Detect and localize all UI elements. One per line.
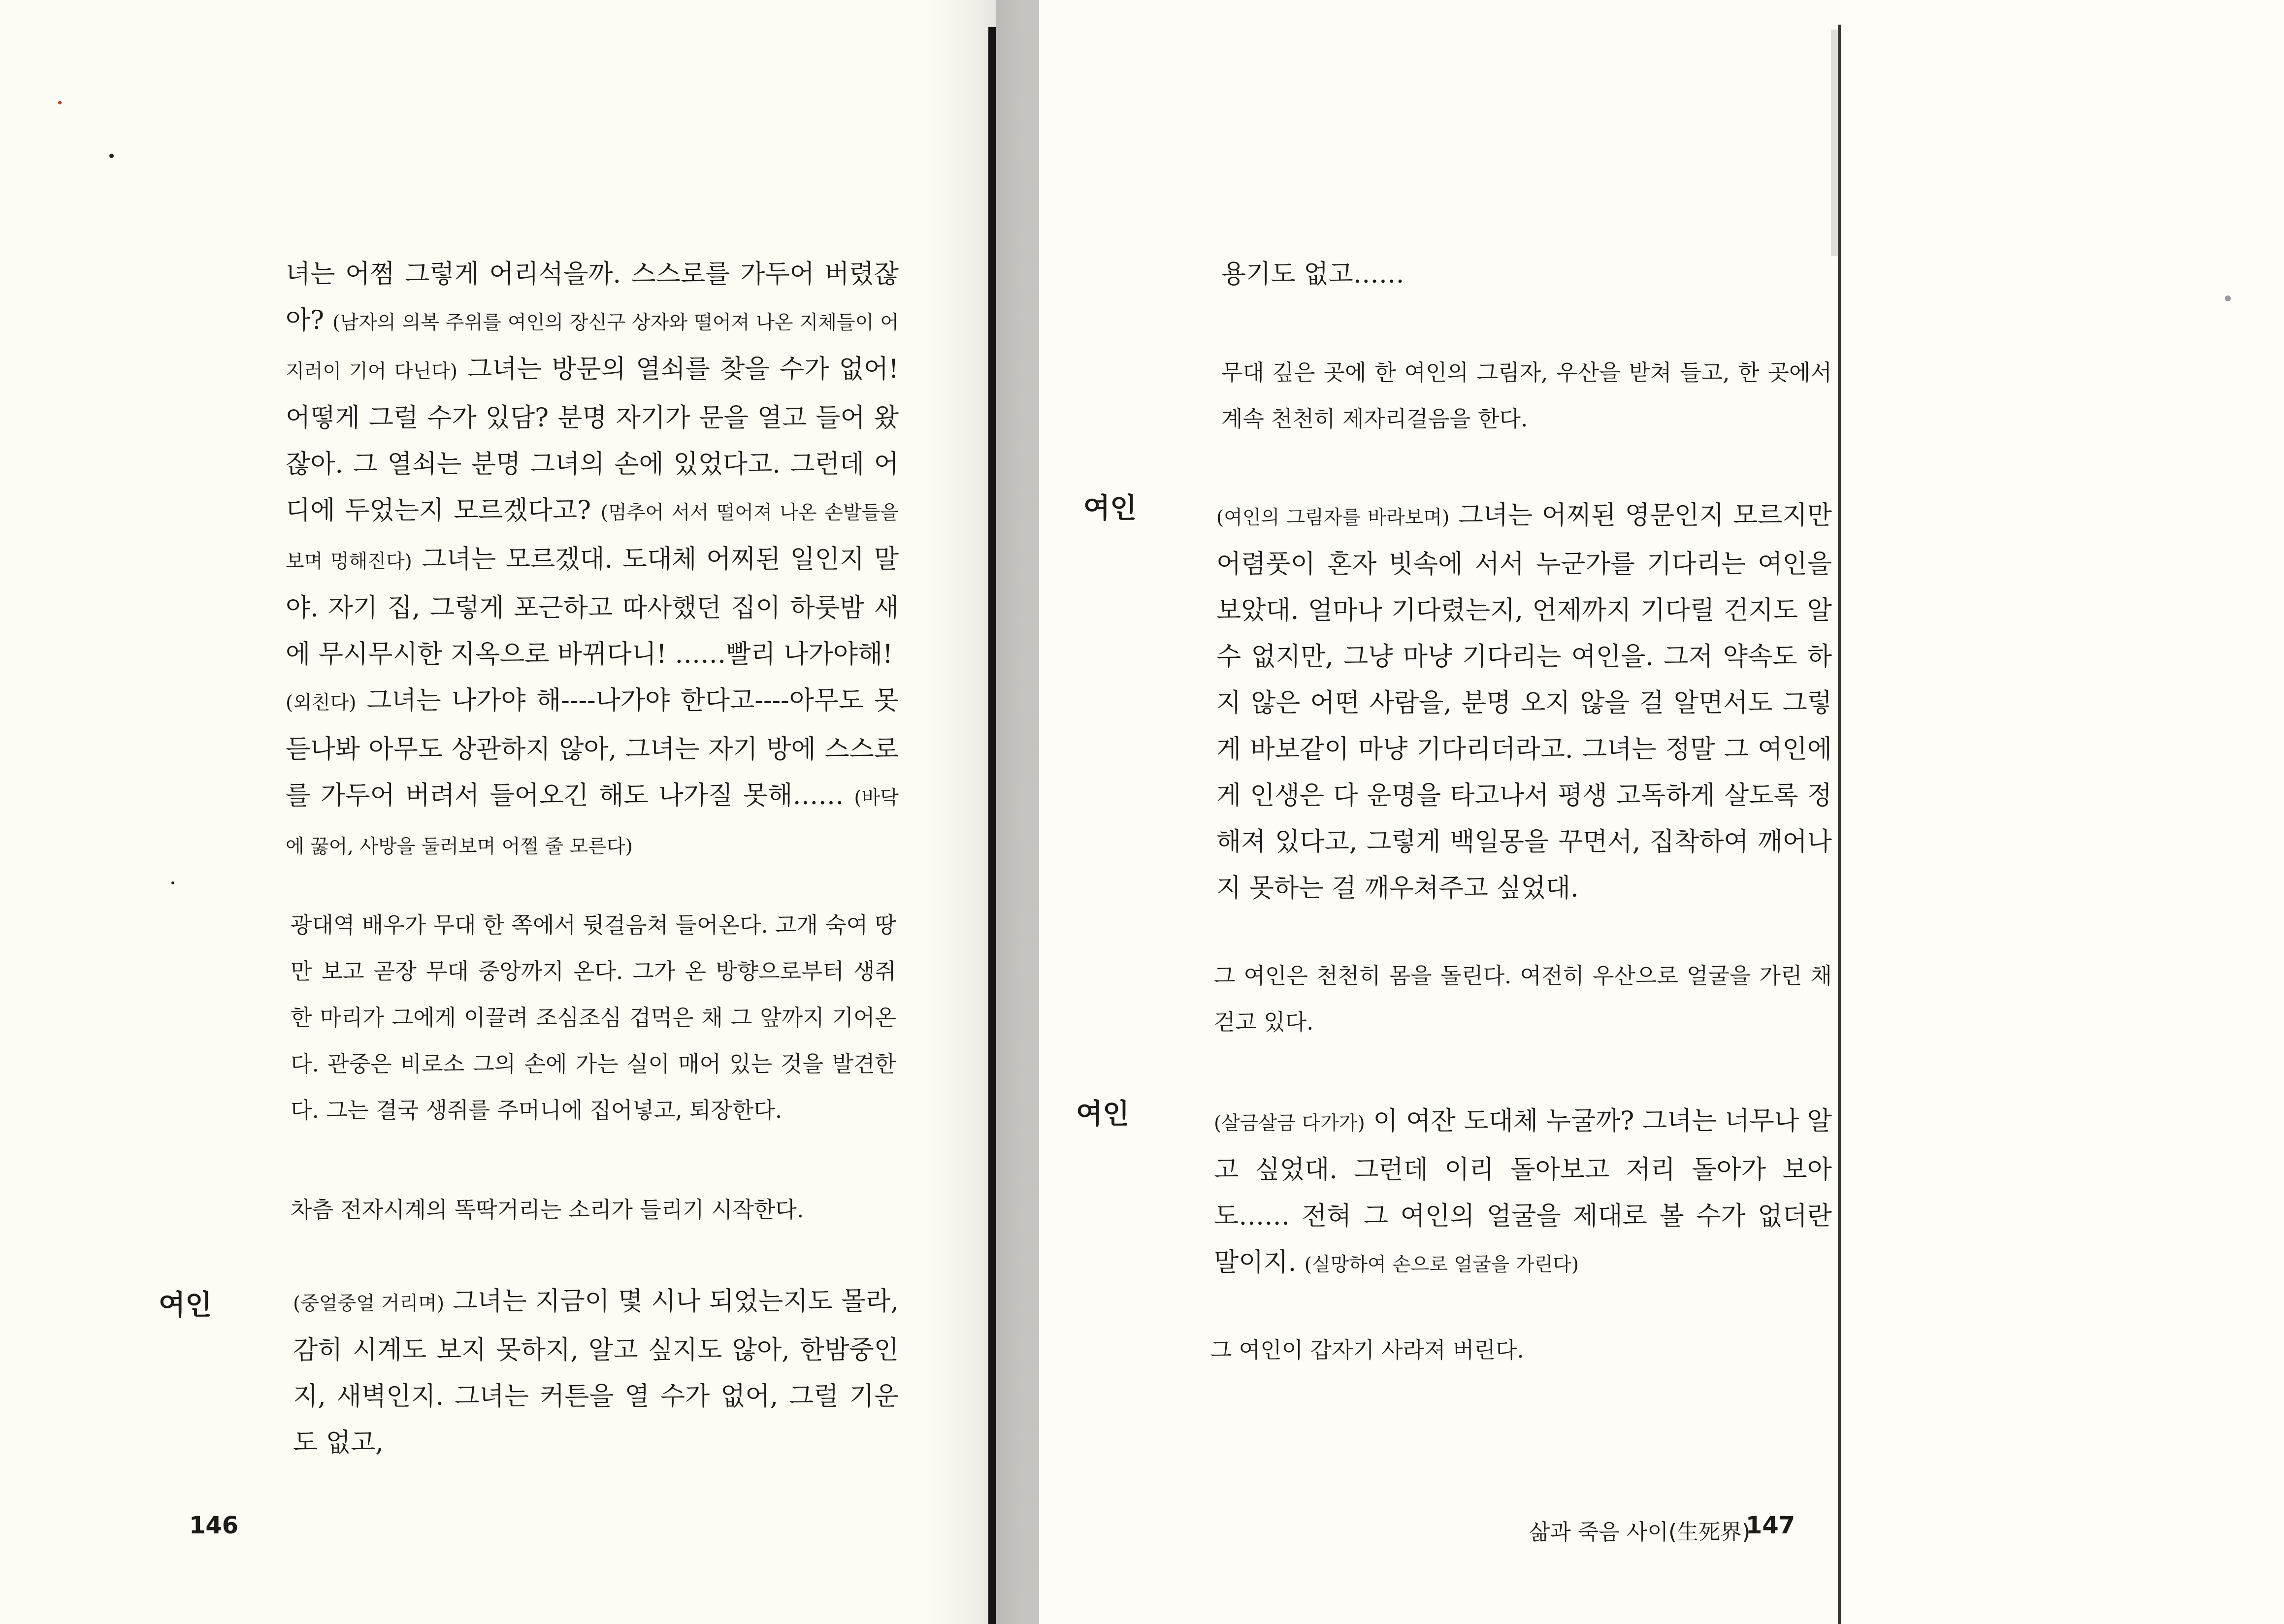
page-edge-shadow [1831, 30, 1838, 256]
dialogue-text: 그녀는 지금이 몇 시나 되었는지도 몰라, 감히 시계도 보지 못하지, 알고 싶지도 않아, 한밤중인지, 새벽인지. 그녀는 커튼을 열 수가 없어, 그럴 기운도 없고, [293, 1287, 899, 1458]
scan-speck [109, 154, 114, 158]
dialogue-text: 녀는 어쩜 그렇게 어리석을까. 스스로를 가두어 버렸잖아? [286, 260, 899, 335]
stage-direction [1210, 1327, 1831, 1373]
speaker-label: 여인 [159, 1289, 212, 1321]
scan-margin [1839, 0, 2284, 1624]
gutter-shadow-right [996, 0, 1041, 1624]
dialogue-text: 그녀는 모르겠대. 도대체 어찌된 일인지 말야. 자기 집, 그렇게 포근하고 따사했던 집이 하룻밤 새에 무시무시한 지옥으로 바뀌다니! ……빨리 나가야해! [286, 545, 899, 669]
stage-direction-text: 무대 깊은 곳에 한 여인의 그림자, 우산을 받쳐 들고, 한 곳에서 계속 천천히 제자리걸음을 한다. [1221, 359, 1832, 432]
stage-direction-inline: (바닥에 꿇어, 사방을 둘러보며 어쩔 줄 모른다) [286, 787, 899, 858]
speaker-label: 여인 [1076, 1098, 1130, 1130]
dialogue-paragraph [1214, 1098, 1832, 1288]
running-title: 삶과 죽음 사이(生死界) [1529, 1520, 1751, 1545]
scan-speck [171, 881, 174, 884]
stage-direction-inline: (여인의 그림자를 바라보며) [1216, 507, 1450, 529]
stage-direction [1221, 350, 1832, 442]
dialogue-text: 그녀는 어찌된 영문인지 모르지만 어렴풋이 혼자 빗속에 서서 누군가를 기다리는 여인을 보았대. 얼마나 기다렸는지, 언제까지 기다릴 건지도 알 수 없지만, 그냥 마냥 기다리는 여인을. 그저 약속도 하지 않은 어떤 사람을, 분명 오지 않을 걸 알면서도 그렇게 바보같이 마냥 기다리더라고. 그녀는 정말 그 여인에게 인생은 다 운명을 타고나서 평생 고독하게 살도록 정해져 있다고, 그렇게 백일몽을 꾸면서, 집착하여 깨어나지 못하는 걸 깨우쳐주고 싶었대. [1216, 501, 1832, 903]
stage-direction-text: 차츰 전자시계의 똑딱거리는 소리가 들리기 시작한다. [291, 1197, 804, 1223]
dialogue-text: 그녀는 방문의 열쇠를 찾을 수가 없어! 어떻게 그럴 수가 있담? 분명 자기가 문을 열고 들어 왔잖아. 그 열쇠는 분명 그녀의 손에 있었다고. 그런데 어디에 두었는지 모르겠다고? [286, 355, 899, 525]
dialogue-paragraph [1221, 251, 1832, 297]
dialogue-text: 용기도 없고…… [1221, 260, 1404, 289]
stage-direction-inline: (중얼중얼 거리며) [293, 1293, 445, 1315]
speaker-label: 여인 [1083, 492, 1137, 524]
stage-direction-inline: (남자의 의복 주위를 여인의 장신구 상자와 떨어져 나온 지체들이 어지러이 기어 다닌다) [286, 312, 899, 383]
book-gutter [988, 27, 996, 1624]
scan-speck [58, 101, 62, 104]
page-edge [1838, 25, 1841, 1624]
stage-direction-text: 그 여인은 천천히 몸을 돌린다. 여전히 우산으로 얼굴을 가린 채 걷고 있다. [1214, 963, 1832, 1035]
dialogue-paragraph [1216, 492, 1832, 911]
dialogue-paragraph [286, 678, 899, 870]
stage-direction [1214, 953, 1832, 1045]
stage-direction [291, 902, 896, 1134]
dialogue-paragraph [293, 1278, 899, 1466]
left-page-dialogue-block [286, 251, 899, 870]
stage-direction-inline: (외친다) [286, 692, 357, 714]
page-number: 146 [189, 1512, 239, 1539]
stage-direction-text: 그 여인이 갑자기 사라져 버린다. [1210, 1337, 1524, 1363]
stage-direction-inline: (살금살금 다가가) [1214, 1112, 1365, 1135]
dialogue-text: 이 여잔 도대체 누굴까? 그녀는 너무나 알고 싶었대. 그런데 이리 돌아보고 저리 돌아가 보아도…… 전혀 그 여인의 얼굴을 제대로 볼 수가 없더란 말이지. [1214, 1106, 1832, 1277]
stage-direction-inline: (멈추어 서서 떨어져 나온 손발들을 보며 멍해진다) [286, 502, 899, 573]
stage-direction-inline: (실망하여 손으로 얼굴을 가린다) [1304, 1254, 1579, 1276]
stage-direction-text: 광대역 배우가 무대 한 쪽에서 뒷걸음쳐 들어온다. 고개 숙여 땅만 보고 곧장 무대 중앙까지 온다. 그가 온 방향으로부터 생쥐 한 마리가 그에게 이끌려 조심조심 겁먹은 채 그 앞까지 기어온다. 관중은 비로소 그의 손에 가는 실이 매어 있는 것을 발견한다. 그는 결국 생쥐를 주머니에 집어넣고, 퇴장한다. [291, 912, 896, 1123]
page-number: 147 [1746, 1512, 1795, 1539]
dialogue-paragraph [286, 251, 899, 678]
stage-direction [291, 1187, 896, 1233]
dialogue-text: 그녀는 나가야 해----나가야 한다고----아무도 못 듣나봐 아무도 상관하지 않아, 그녀는 자기 방에 스스로를 가두어 버려서 들어오긴 해도 나가질 못해…… [286, 686, 899, 811]
scan-speck [2225, 295, 2231, 301]
